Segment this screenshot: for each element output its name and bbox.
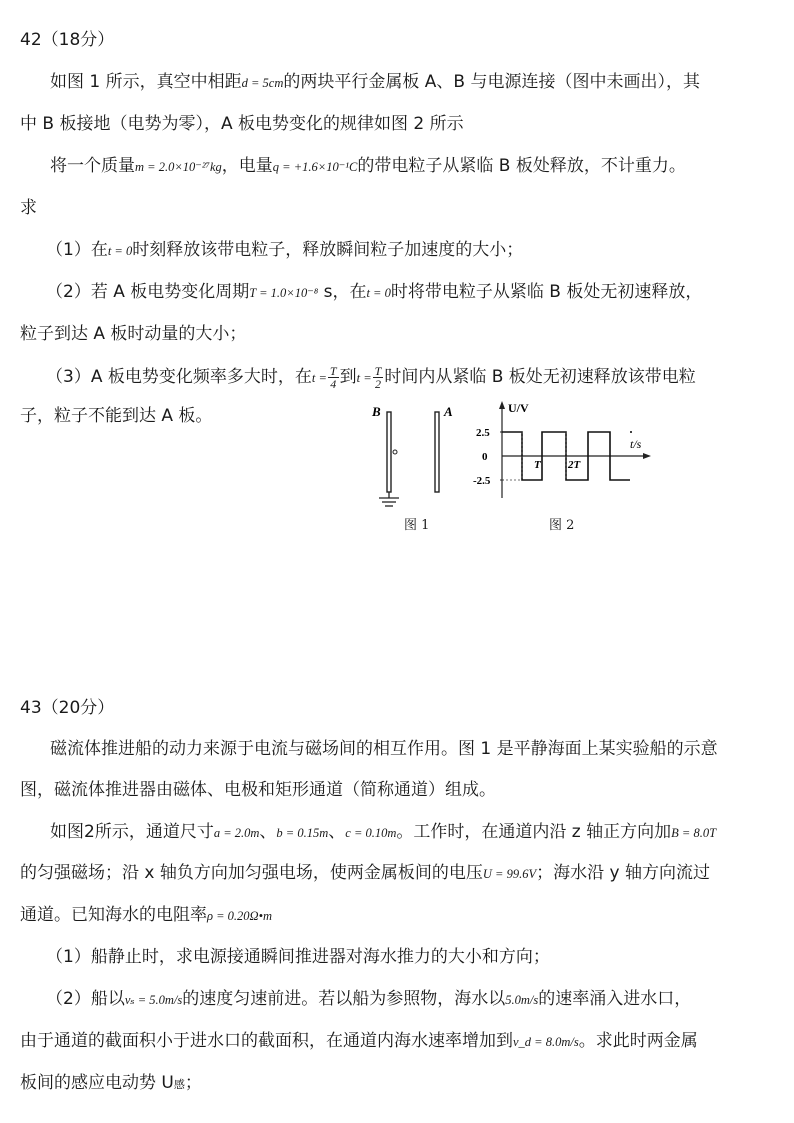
q42-sub-2: [46, 280, 702, 305]
q42-para-4: 求: [20, 198, 37, 218]
q43-text: 的速率涌入进水口，: [538, 989, 692, 1009]
q42-text: 的两块平行金属板 A、B 与电源连接（图中未画出），其: [283, 72, 700, 92]
q42-text: s: [323, 282, 333, 302]
y-axis-arrow: [499, 401, 505, 409]
q42-sub-3-cont: 子，粒子不能到达 A 板。: [20, 406, 213, 426]
q42-sub-2-cont: 粒子到达 A 板时动量的大小；: [20, 324, 247, 344]
plate-a-label: A: [444, 404, 453, 419]
q42-text: （2）若 A 板电势变化周期: [46, 282, 250, 302]
q42-para-3: [50, 154, 686, 179]
q42-text: 时将带电粒子从紧临 B 板处无初速释放，: [390, 282, 703, 302]
q43-text: 的匀强磁场；沿 x 轴负方向加匀强电场，使两金属板间的电压: [20, 863, 483, 883]
q43-text: 由于通道的截面积小于进水口的截面积，在通道内海水速率增加到: [20, 1031, 513, 1051]
q43-sub-2-cont: [20, 1029, 698, 1054]
q42-text: 时刻释放该带电粒子，释放瞬间粒子加速度的大小；: [132, 240, 524, 260]
channel-speed-formula: v_d = 8.0m/s: [513, 1035, 579, 1049]
a-formula: a = 2.0m: [213, 826, 260, 840]
q43-para-2: 图，磁流体推进器由磁体、电极和矩形通道（简称通道）组成。: [20, 780, 496, 800]
resistivity-formula: ρ = 0.20Ω•m: [207, 909, 273, 923]
q43-text: 。工作时，在通道内沿 z 轴正方向加: [396, 822, 672, 842]
q43-header: 43（20分）: [20, 698, 115, 718]
tick-neg-2-5: -2.5: [473, 475, 491, 487]
q43-text: 如图2所示，通道尺寸: [50, 822, 214, 842]
q42-sub-1: [46, 238, 523, 263]
q43-text: ；海水沿 y 轴方向流过: [536, 863, 710, 883]
plate-b-label: B: [372, 404, 381, 419]
q43-para-3: [50, 820, 716, 845]
q42-header: 42（18分）: [20, 30, 115, 50]
figure-1-plates: [360, 400, 470, 510]
ship-speed-formula: vₛ = 5.0m/s: [124, 993, 183, 1007]
fraction-numerator: T: [374, 363, 382, 378]
q42-text: 时间内从紧临 B 板处无初速释放该带电粒: [384, 367, 696, 387]
fraction-denominator: 2: [374, 376, 381, 391]
voltage-formula: U = 99.6V: [482, 867, 537, 881]
q42-sub-3: [46, 362, 696, 393]
tick-0: 0: [482, 451, 488, 463]
q43-sub-2-cont-2: [20, 1071, 202, 1097]
plate-b: [387, 412, 391, 492]
y-axis-label: U/V: [508, 401, 529, 415]
q43-text: 。求此时两金属: [578, 1031, 698, 1051]
q43-para-1: 磁流体推进船的动力来源于电流与磁场间的相互作用。图 1 是平静海面上某实验船的示意: [50, 739, 718, 759]
fraction-numerator: T: [329, 363, 337, 378]
q43-sub-2: [46, 987, 691, 1012]
period-formula: T = 1.0×10⁻⁸: [249, 286, 319, 300]
figure-2-voltage-graph: [470, 398, 660, 508]
particle-dot: [393, 450, 397, 454]
q43-para-5: [20, 903, 272, 928]
q43-text: 板间的感应电动势 U: [20, 1073, 174, 1093]
distance-formula: d = 5cm: [241, 76, 284, 90]
magnetic-field-formula: B = 8.0T: [671, 826, 717, 840]
x-axis-arrow: [643, 453, 651, 459]
q43-text: 、: [259, 822, 277, 842]
b-formula: b = 0.15m: [276, 826, 329, 840]
c-formula: c = 0.10m: [345, 826, 397, 840]
q42-text: 将一个质量: [50, 156, 135, 176]
inflow-speed-formula: 5.0m/s: [505, 993, 539, 1007]
q42-text: 到: [339, 367, 357, 387]
fraction-t-over-2: [373, 365, 384, 390]
tick-2-5: 2.5: [476, 427, 490, 439]
q42-para-1: [50, 70, 700, 95]
plate-a: [435, 412, 439, 492]
q43-text: ；: [184, 1073, 202, 1093]
figure-2-caption: 图 2: [549, 518, 575, 533]
q43-para-4: [20, 861, 710, 886]
q43-sub-1: （1）船静止时，求电源接通瞬间推进器对海水推力的大小和方向；: [46, 947, 550, 967]
q42-text: （3）A 板电势变化频率多大时，在: [46, 367, 312, 387]
q43-text: 通道。已知海水的电阻率: [20, 905, 207, 925]
x-axis-label: t/s: [630, 437, 642, 451]
q42-para-2: 中 B 板接地（电势为零），A 板电势变化的规律如图 2 所示: [20, 114, 464, 134]
t-formula: t =: [356, 371, 372, 385]
label-2t: 2T: [568, 459, 581, 471]
q42-text: 如图 1 所示，真空中相距: [50, 72, 242, 92]
q43-text: 的速度匀速前进。若以船为参照物，海水以: [182, 989, 506, 1009]
mass-formula: m = 2.0×10⁻²⁷kg: [135, 160, 222, 174]
q42-text: ，在: [332, 282, 367, 302]
q43-text: （2）船以: [46, 989, 125, 1009]
fraction-denominator: 4: [330, 376, 337, 391]
figure-1-caption: 图 1: [404, 518, 430, 533]
t0-formula: t = 0: [366, 286, 391, 300]
q42-text: ，电量: [221, 156, 273, 176]
label-t: T: [534, 459, 541, 471]
q42-text: （1）在: [46, 240, 108, 260]
t0-formula: t = 0: [107, 244, 133, 258]
t-formula: t =: [311, 371, 327, 385]
fraction-t-over-4: [328, 365, 339, 390]
q42-text: 的带电粒子从紧临 B 板处释放，不计重力。: [357, 156, 686, 176]
emf-subscript: 感: [173, 1078, 185, 1091]
q43-text: 、: [328, 822, 346, 842]
charge-formula: q = +1.6×10⁻¹C: [272, 160, 358, 174]
